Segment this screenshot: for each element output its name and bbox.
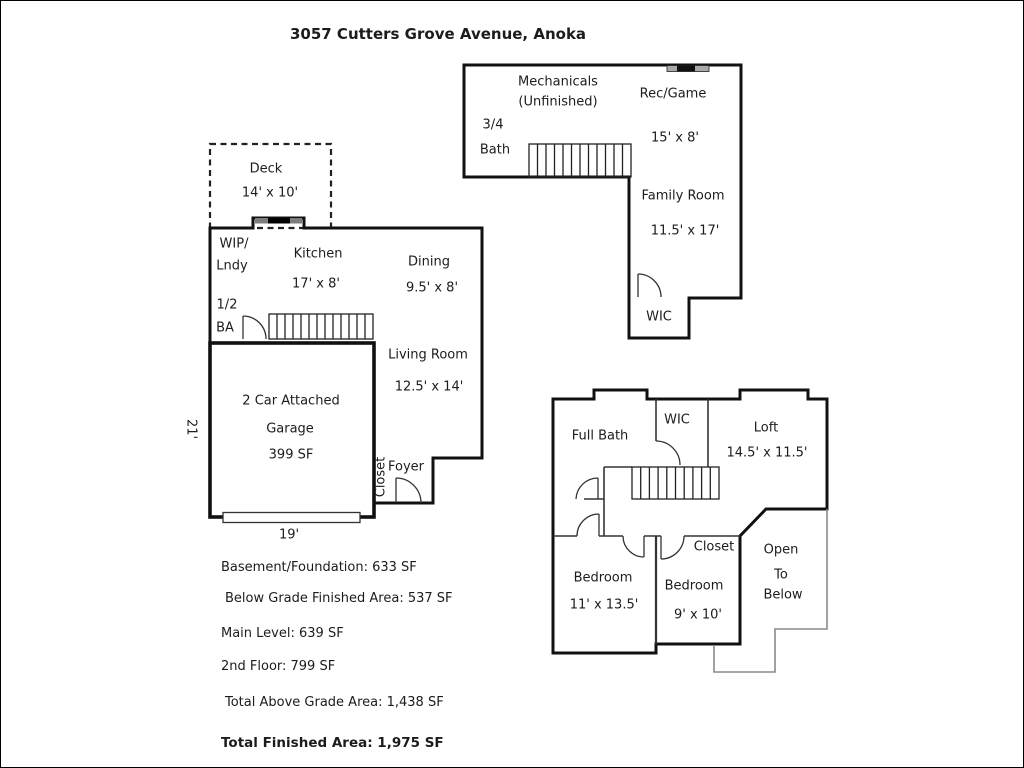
wip-lndy-label-1: WIP/ [219, 236, 249, 252]
garage-depth-dim: 21' [183, 418, 199, 440]
half-bath-door-icon [243, 316, 266, 339]
main-level-plan [210, 144, 482, 523]
basement-bath-label-2: Bath [479, 142, 511, 158]
deck-label: Deck [249, 161, 283, 177]
garage-width-dim: 19' [278, 527, 300, 543]
summary-below-grade: Below Grade Finished Area: 537 SF [225, 591, 453, 606]
summary-main-level: Main Level: 639 SF [221, 626, 344, 641]
loft-dim: 14.5' x 11.5' [726, 445, 808, 461]
summary-above-grade: Total Above Grade Area: 1,438 SF [225, 695, 444, 710]
dining-dim: 9.5' x 8' [405, 280, 459, 296]
summary-total-finished: Total Finished Area: 1,975 SF [221, 735, 444, 751]
bedroom1-label: Bedroom [573, 570, 633, 586]
basement-unfinished-label: (Unfinished) [518, 94, 598, 110]
dining-label: Dining [408, 254, 450, 270]
open-to-below-label-2: To [774, 567, 788, 583]
open-to-below-label-3: Below [763, 587, 803, 603]
second-floor-stairs-icon [632, 467, 719, 499]
floor-plan-drawing [1, 1, 1024, 768]
upstairs-closet-label: Closet [693, 539, 735, 555]
basement-rec-game-dim: 15' x 8' [651, 130, 699, 146]
wip-lndy-label-2: Lndy [216, 258, 248, 274]
basement-rec-game-label: Rec/Game [639, 86, 707, 102]
garage-door-icon [223, 513, 360, 523]
bedroom2-label: Bedroom [664, 578, 724, 594]
foyer-door-icon [396, 478, 421, 503]
bedroom2-dim: 9' x 10' [674, 607, 722, 623]
basement-mechanicals-label: Mechanicals [518, 74, 598, 90]
bedroom1-dim: 11' x 13.5' [569, 597, 639, 613]
main-stairs-icon [269, 314, 373, 339]
garage-label-3: 399 SF [268, 447, 314, 463]
garage-label-2: Garage [266, 421, 314, 437]
page-title: 3057 Cutters Grove Avenue, Anoka [289, 25, 587, 43]
basement-family-room-dim: 11.5' x 17' [650, 223, 720, 239]
kitchen-dim: 17' x 8' [292, 276, 340, 292]
wic-door-icon [656, 441, 680, 465]
living-room-label: Living Room [388, 347, 468, 363]
garage-label-1: 2 Car Attached [242, 393, 340, 409]
full-bath-label: Full Bath [571, 428, 629, 444]
basement-door-icon [638, 274, 661, 297]
main-closet-label: Closet [373, 456, 389, 498]
basement-window-sash-icon [677, 66, 695, 72]
sliding-door-sash-icon [268, 218, 290, 224]
loft-label: Loft [753, 420, 779, 436]
basement-family-room-label: Family Room [641, 188, 725, 204]
foyer-label: Foyer [387, 459, 425, 475]
open-to-below-label-1: Open [763, 542, 799, 558]
summary-2nd-floor: 2nd Floor: 799 SF [221, 659, 336, 674]
basement-bath-label-1: 3/4 [482, 117, 504, 133]
upstairs-wic-label: WIC [664, 412, 690, 428]
half-bath-label-1: 1/2 [216, 297, 238, 313]
kitchen-label: Kitchen [293, 246, 343, 262]
living-room-dim: 12.5' x 14' [394, 379, 464, 395]
basement-wic-label: WIC [646, 309, 672, 325]
summary-basement-foundation: Basement/Foundation: 633 SF [221, 560, 417, 575]
half-bath-label-2: BA [216, 320, 234, 336]
basement-stairs-icon [529, 144, 631, 177]
deck-dim: 14' x 10' [241, 185, 299, 201]
second-floor-doors [576, 441, 684, 559]
